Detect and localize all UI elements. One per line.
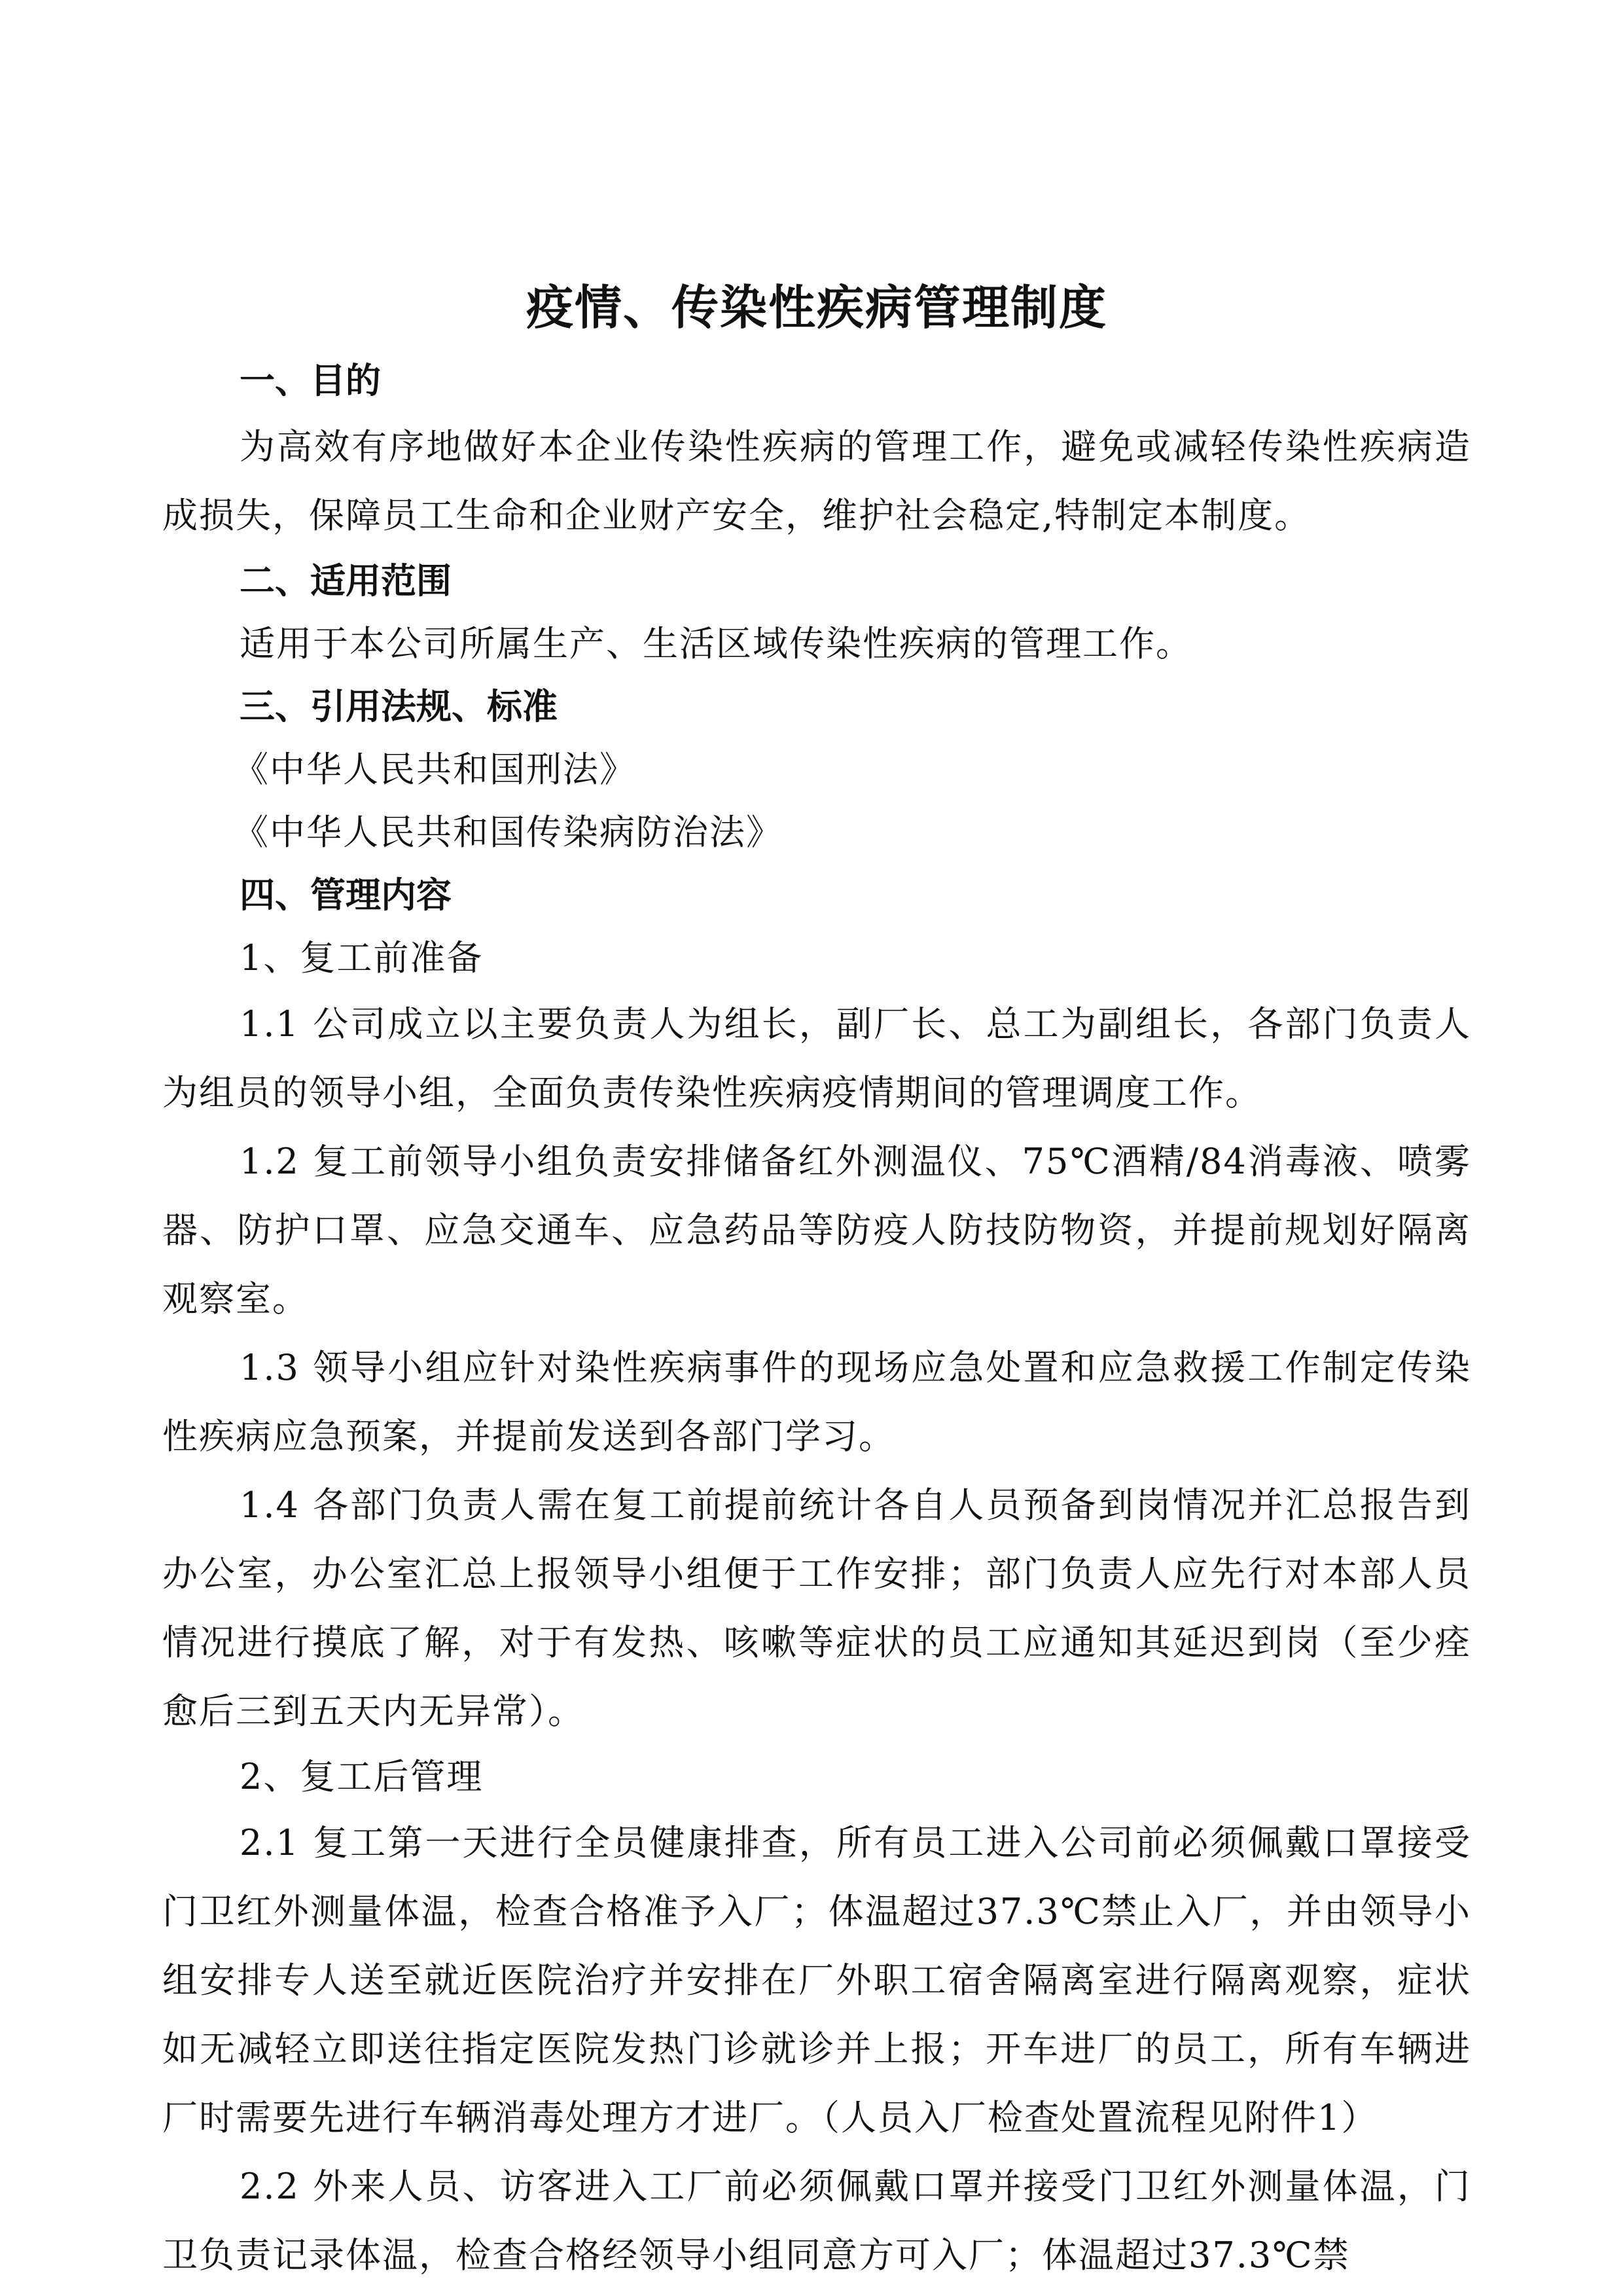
subsection-title-preparation: 1、复工前准备 bbox=[240, 937, 484, 978]
section-heading-references: 三、引用法规、标准 bbox=[240, 686, 558, 727]
document-title: 疫情、传染性疾病管理制度 bbox=[526, 280, 1107, 335]
reference-item: 《中华人民共和国传染病防治法》 bbox=[233, 812, 783, 853]
document-page bbox=[162, 275, 1471, 2289]
clause-1-2: 1.2 复工前领导小组负责安排储备红外测温仪、75℃酒精/84消毒液、喷雾器、防护口罩、应急交通车、应急药品等防疫人防技防物资，并提前规划好隔离观察室。 bbox=[162, 1141, 1471, 1319]
scope-paragraph: 适用于本公司所属生产、生活区域传染性疾病的管理工作。 bbox=[240, 623, 1192, 664]
section-heading-scope: 二、适用范围 bbox=[240, 560, 452, 601]
purpose-paragraph: 为高效有序地做好本企业传染性疾病的管理工作，避免或减轻传染性疾病造成损失，保障员工生命和企业财产安全，维护社会稳定,特制定本制度。 bbox=[162, 426, 1471, 536]
clause-2-2: 2.2 外来人员、访客进入工厂前必须佩戴口罩并接受门卫红外测量体温，门卫负责记录体温，检查合格经领导小组同意方可入厂；体温超过37.3℃禁 bbox=[162, 2166, 1471, 2276]
clause-1-1: 1.1 公司成立以主要负责人为组长，副厂长、总工为副组长，各部门负责人为组员的领导小组，全面负责传染性疾病疫情期间的管理调度工作。 bbox=[162, 1003, 1471, 1113]
section-heading-content: 四、管理内容 bbox=[240, 874, 452, 916]
section-heading-purpose: 一、目的 bbox=[240, 360, 381, 401]
clause-1-4: 1.4 各部门负责人需在复工前提前统计各自人员预备到岗情况并汇总报告到办公室，办公室汇总上报领导小组便于工作安排；部门负责人应先行对本部人员情况进行摸底了解，对于有发热、咳嗽等症状的员工应通知其延迟到岗（至少痊愈后三到五天内无异常）。 bbox=[162, 1484, 1471, 1732]
clause-2-1: 2.1 复工第一天进行全员健康排查，所有员工进入公司前必须佩戴口罩接受门卫红外测量体温，检查合格准予入厂；体温超过37.3℃禁止入厂，并由领导小组安排专人送至就近医院治疗并安排在厂外职工宿舍隔离室进行隔离观察，症状如无减轻立即送往指定医院发热门诊就诊并上报；开车进厂的员工，所有车辆进厂时需要先进行车辆消毒处理方才进厂。（人员入厂检查处置流程见附件1） bbox=[162, 1822, 1471, 2138]
subsection-title-post-resumption: 2、复工后管理 bbox=[240, 1756, 484, 1797]
clause-1-3: 1.3 领导小组应针对染性疾病事件的现场应急处置和应急救援工作制定传染性疾病应急预案，并提前发送到各部门学习。 bbox=[162, 1347, 1471, 1457]
reference-item: 《中华人民共和国刑法》 bbox=[233, 749, 636, 790]
